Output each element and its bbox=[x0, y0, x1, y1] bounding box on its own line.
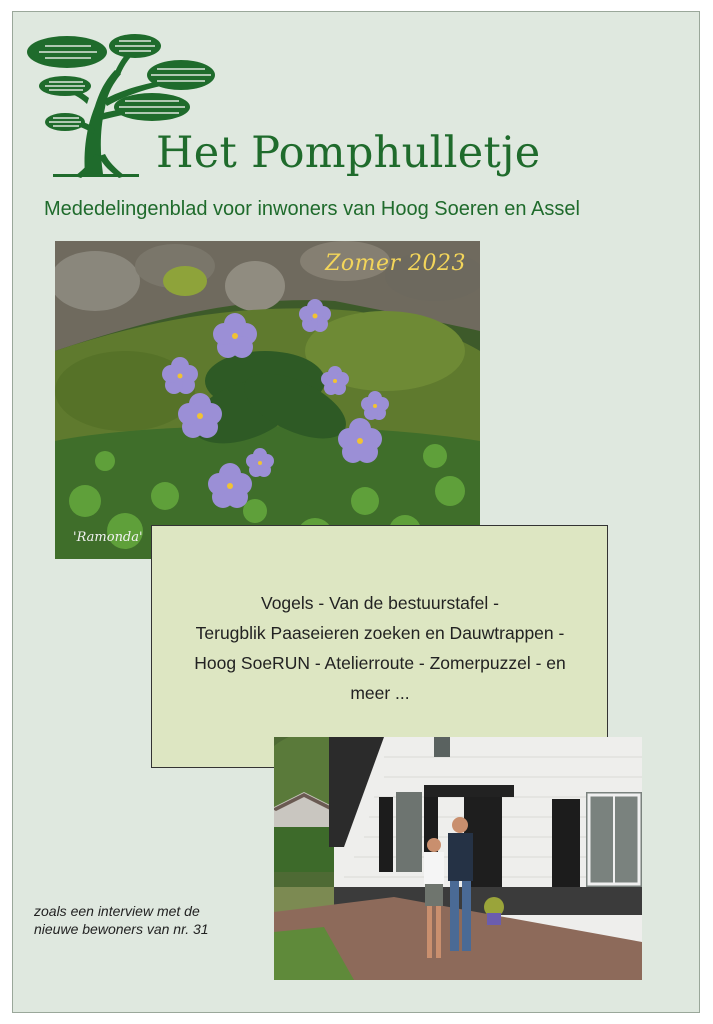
magazine-subtitle: Mededelingenblad voor inwoners van Hoog Soeren en Assel bbox=[44, 198, 580, 220]
interview-caption-line: zoals een interview met de bbox=[34, 903, 200, 919]
interview-caption-line: nieuwe bewoners van nr. 31 bbox=[34, 921, 209, 937]
contents-line: Hoog SoeRUN - Atelierroute - Zomerpuzzel - en bbox=[194, 653, 566, 673]
contents-line: Terugblik Paaseieren zoeken en Dauwtrappen - bbox=[195, 623, 565, 643]
interview-caption bbox=[34, 902, 274, 938]
cover-photo bbox=[55, 241, 480, 559]
contents-line: meer ... bbox=[350, 683, 410, 703]
photo-caption: 'Ramonda' bbox=[73, 530, 143, 545]
house-photo bbox=[274, 737, 642, 980]
contents-list bbox=[165, 588, 595, 708]
season-label: Zomer 2023 bbox=[325, 251, 466, 276]
contents-line: Vogels - Van de bestuurstafel - bbox=[260, 593, 499, 613]
magazine-title: Het Pomphulletje bbox=[156, 128, 541, 178]
